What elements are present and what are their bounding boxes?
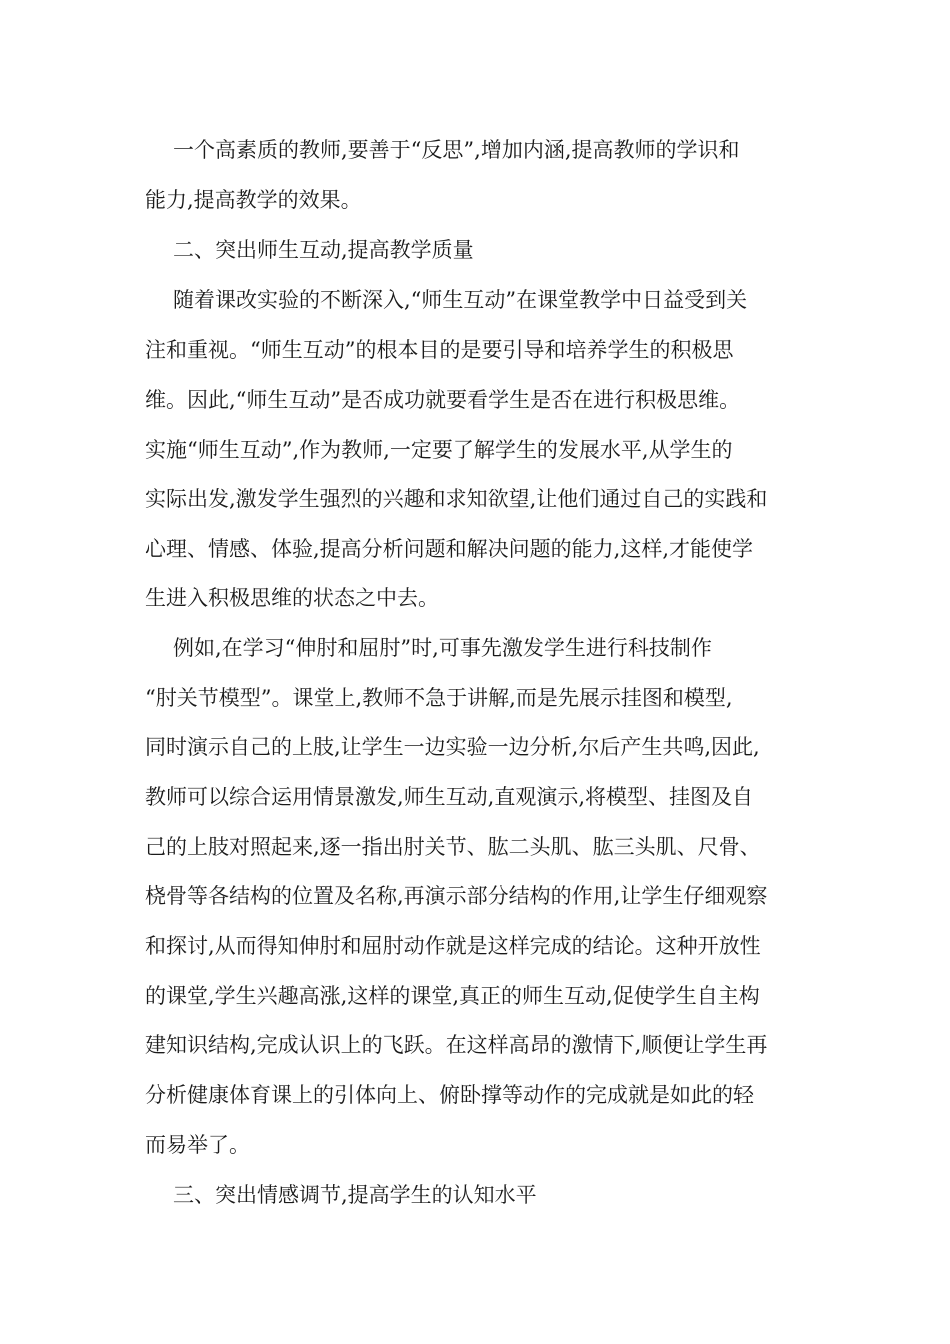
section-heading: 二、突出师生互动,提高教学质量 <box>173 238 474 262</box>
paragraph-line: 能力,提高教学的效果。 <box>145 188 362 212</box>
paragraph-line: 注和重视。“师生互动”的根本目的是要引导和培养学生的积极思 <box>145 338 734 362</box>
paragraph-line: 分析健康体育课上的引体向上、俯卧撑等动作的完成就是如此的轻 <box>145 1083 754 1107</box>
paragraph-line: 建知识结构,完成认识上的飞跃。在这样高昂的激情下,顺便让学生再 <box>145 1033 768 1057</box>
paragraph-line: 实际出发,激发学生强烈的兴趣和求知欲望,让他们通过自己的实践和 <box>145 487 768 511</box>
section-heading: 三、突出情感调节,提高学生的认知水平 <box>173 1183 537 1207</box>
paragraph-line: 心理、情感、体验,提高分析问题和解决问题的能力,这样,才能使学 <box>145 537 754 561</box>
paragraph-line: 同时演示自己的上肢,让学生一边实验一边分析,尔后产生共鸣,因此, <box>145 735 760 759</box>
paragraph-line: “肘关节模型”。课堂上,教师不急于讲解,而是先展示挂图和模型, <box>145 686 733 710</box>
paragraph-line: 而易举了。 <box>145 1133 250 1157</box>
paragraph-line: 随着课改实验的不断深入,“师生互动”在课堂教学中日益受到关 <box>173 288 748 312</box>
paragraph-line: 维。因此,“师生互动”是否成功就要看学生是否在进行积极思维。 <box>145 388 741 412</box>
paragraph-line: 实施“师生互动”,作为教师,一定要了解学生的发展水平,从学生的 <box>145 438 733 462</box>
paragraph-line: 的课堂,学生兴趣高涨,这样的课堂,真正的师生互动,促使学生自主构 <box>145 984 760 1008</box>
paragraph-line: 生进入积极思维的状态之中去。 <box>145 586 439 610</box>
paragraph-line: 一个高素质的教师,要善于“反思”,增加内涵,提高教师的学识和 <box>173 138 740 162</box>
paragraph-line: 例如,在学习“伸肘和屈肘”时,可事先激发学生进行科技制作 <box>173 636 712 660</box>
paragraph-line: 桡骨等各结构的位置及名称,再演示部分结构的作用,让学生仔细观察 <box>145 884 768 908</box>
paragraph-line: 己的上肢对照起来,逐一指出肘关节、肱二头肌、肱三头肌、尺骨、 <box>145 835 761 859</box>
paragraph-line: 教师可以综合运用情景激发,师生互动,直观演示,将模型、挂图及自 <box>145 785 754 809</box>
paragraph-line: 和探讨,从而得知伸肘和屈肘动作就是这样完成的结论。这种开放性 <box>145 934 761 958</box>
